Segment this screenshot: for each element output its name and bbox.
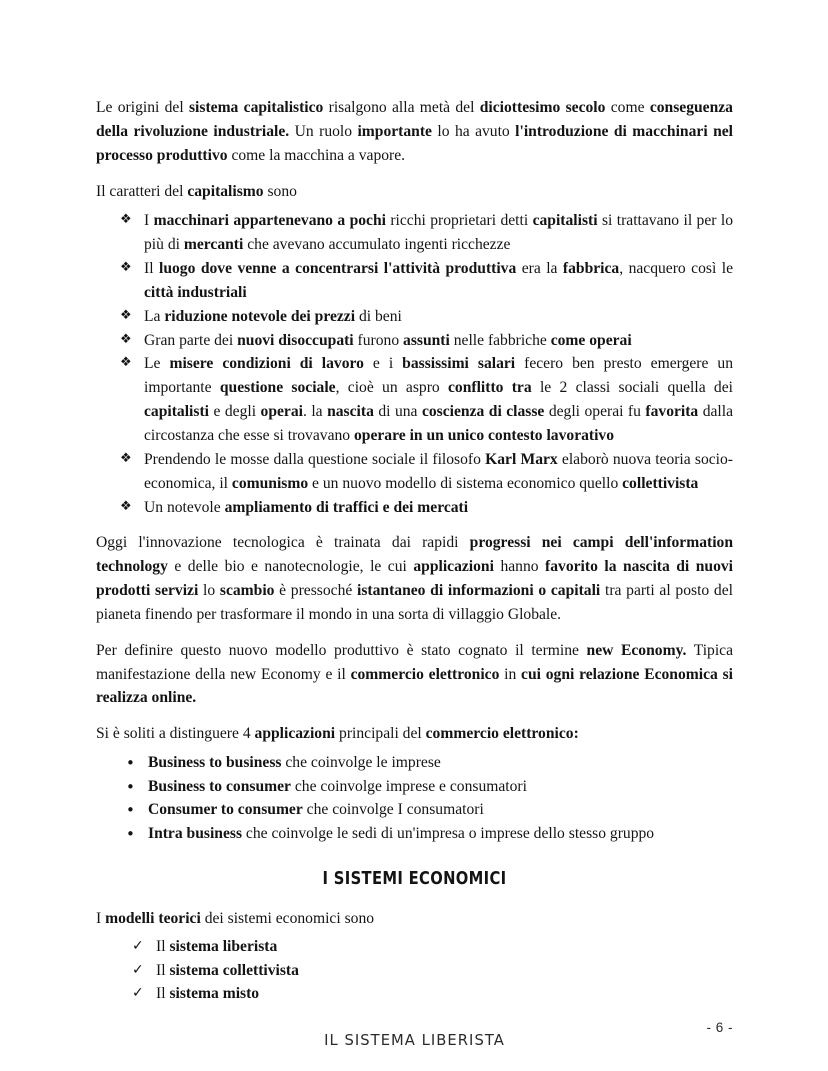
paragraph-new-economy: Per definire questo nuovo modello produttivo è stato cognato il termine new Economy. Tipica manifestazione della new Economy e il commercio elettronico in cui ogni relazione Economica si realizza online. <box>96 641 733 707</box>
list-item <box>96 936 733 958</box>
list-bullet-icon: ❖ <box>120 307 132 323</box>
modelli-teorici-list <box>96 936 733 1004</box>
list-item-text: La riduzione notevole dei prezzi di beni <box>144 307 402 325</box>
list-item <box>96 776 733 799</box>
list-bullet-icon: ❖ <box>120 260 132 276</box>
list-item-text: Il luogo dove venne a concentrarsi l'attività produttiva era la fabbrica, nacquero così le città industriali <box>144 260 733 301</box>
list-bullet-icon: • <box>126 777 135 796</box>
list-bullet-icon: ❖ <box>120 331 132 347</box>
list-item <box>96 799 733 822</box>
list-bullet-icon: ❖ <box>120 212 132 228</box>
list-item-text: Il sistema collettivista <box>156 961 299 979</box>
heading-sistemi-economici: I SISTEMI ECONOMICI <box>322 867 507 889</box>
list-item-text: Business to business che coinvolge le imprese <box>148 754 441 772</box>
list-bullet-icon: ✓ <box>132 961 144 978</box>
list-bullet-icon: ✓ <box>132 984 144 1001</box>
list-bullet-icon: ❖ <box>120 498 132 514</box>
capitalismo-characteristics-list <box>96 209 733 519</box>
list-item-text: Gran parte dei nuovi disoccupati furono assunti nelle fabbriche come operai <box>144 331 632 349</box>
list-bullet-icon: • <box>126 801 135 820</box>
list-item-text: I macchinari appartenevano a pochi ricchi proprietari detti capitalisti si trattavano il per lo più di mercanti che avevano accumulato ingenti ricchezze <box>144 212 733 254</box>
heading-sistema-liberista: IL SISTEMA LIBERISTA <box>324 1030 505 1049</box>
list-item <box>96 823 733 846</box>
list-item-text: Le misere condizioni di lavoro e i bassissimi salari fecero ben presto emergere un importante questione sociale, cioè un aspro conflitto tra le 2 classi sociali quella dei capitalisti e degli operai. la nascita di una coscienza di classe degli operai fu favorita dalla circostanza che esse si trovavano operare in un unico contesto lavorativo <box>144 355 734 444</box>
list-item-text: Consumer to consumer che coinvolge I consumatori <box>148 801 484 819</box>
ecommerce-applications-list <box>96 752 733 845</box>
list-item <box>96 496 733 520</box>
page-number: - 6 - <box>706 1020 733 1035</box>
list-bullet-icon: ❖ <box>120 450 132 466</box>
list-item-text: Un notevole ampliamento di traffici e dei mercati <box>144 498 469 516</box>
paragraph-applicazioni-lead: Si è soliti a distinguere 4 applicazioni principali del commercio elettronico: <box>96 725 579 743</box>
paragraph-caratteri-lead: Il caratteri del capitalismo sono <box>96 182 297 200</box>
paragraph-oggi-innovazione: Oggi l'innovazione tecnologica è trainata dai rapidi progressi nei campi dell'information technology e delle bio e nanotecnologie, le cui applicazioni hanno favorito la nascita di nuovi prodotti servizi lo scambio è pressoché istantaneo di informazioni o capitali tra parti al posto del pianeta finendo per trasformare il mondo in una sorta di villaggio Globale. <box>96 534 734 623</box>
list-item-text: Il sistema liberista <box>156 938 278 956</box>
list-item-text: Intra business che coinvolge le sedi di un'impresa o imprese dello stesso gruppo <box>148 824 655 842</box>
list-item <box>96 305 733 329</box>
list-bullet-icon: • <box>126 824 135 843</box>
paragraph-modelli-lead: I modelli teorici dei sistemi economici sono <box>96 909 375 927</box>
list-item <box>96 257 733 305</box>
list-item <box>96 329 733 353</box>
list-item <box>96 448 733 496</box>
list-item <box>96 352 733 447</box>
list-item-text: Business to consumer che coinvolge imprese e consumatori <box>148 777 527 795</box>
list-item <box>96 960 733 982</box>
list-bullet-icon: • <box>126 754 135 773</box>
list-item <box>96 983 733 1005</box>
paragraph-intro: Le origini del sistema capitalistico risalgono alla metà del diciottesimo secolo come conseguenza della rivoluzione industriale. Un ruolo importante lo ha avuto l'introduzione di macchinari nel processo produttivo come la macchina a vapore. <box>96 99 733 164</box>
list-item <box>96 752 733 775</box>
list-bullet-icon: ❖ <box>120 355 132 371</box>
list-item-text: Prendendo le mosse dalla questione sociale il filosofo Karl Marx elaborò nuova teoria socio-economica, il comunismo e un nuovo modello di sistema economico quello collettivista <box>144 450 734 492</box>
list-bullet-icon: ✓ <box>132 938 144 955</box>
list-item-text: Il sistema misto <box>156 984 260 1002</box>
list-item <box>96 209 733 257</box>
